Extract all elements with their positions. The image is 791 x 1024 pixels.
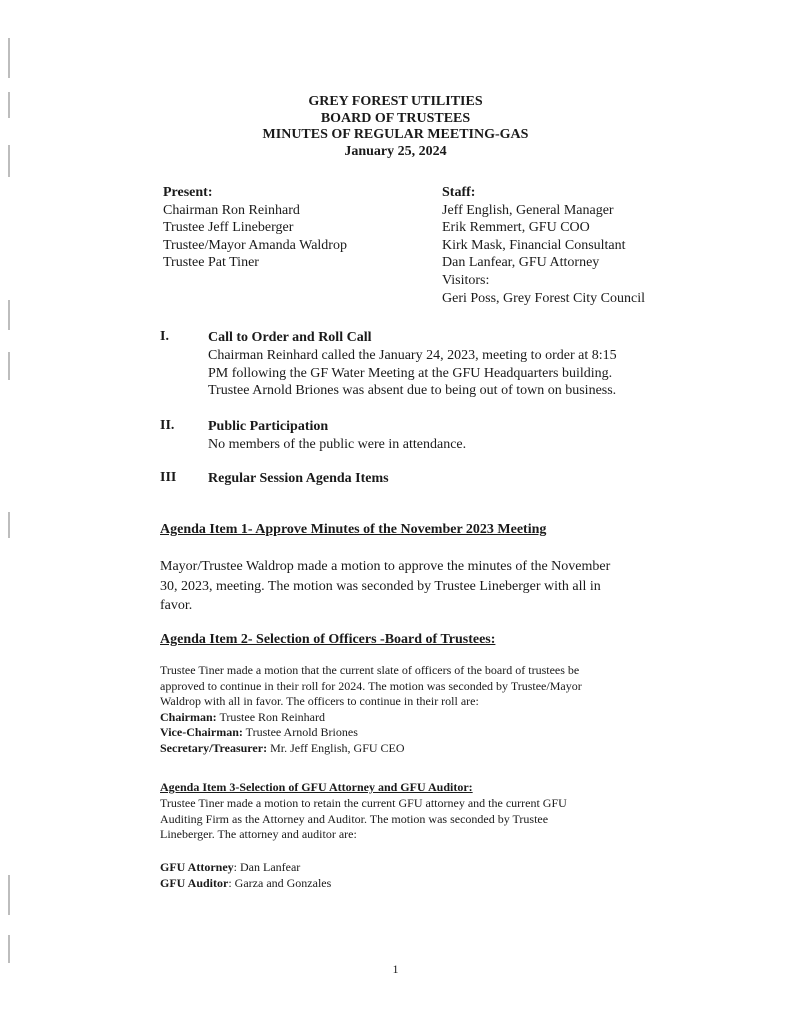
paragraph-line: 30, 2023, meeting. The motion was seconded by Trustee Lineberger with all in <box>160 578 601 594</box>
section-title: Regular Session Agenda Items <box>208 471 389 486</box>
document-title: MINUTES OF REGULAR MEETING-GAS <box>262 127 529 142</box>
scan-edge-mark <box>8 352 10 380</box>
officer-secretary-treasurer: Secretary/Treasurer: Mr. Jeff English, GFU CEO <box>160 740 405 755</box>
section-public-participation <box>208 418 678 454</box>
section-number: III <box>160 470 177 485</box>
present-member: Trustee Pat Tiner <box>163 255 259 271</box>
officer-chairman: Chairman: Trustee Ron Reinhard <box>160 709 326 724</box>
officer-vice-chairman: Vice-Chairman: Trustee Arnold Briones <box>160 725 358 740</box>
present-list <box>163 184 347 272</box>
section-call-to-order <box>208 329 678 400</box>
paragraph-line: Trustee Tiner made a motion to retain the current GFU attorney and the current GFU <box>160 796 567 810</box>
staff-member: Erik Remmert, GFU COO <box>442 220 590 236</box>
agenda-item-2-heading: Agenda Item 2- Selection of Officers -Board of Trustees: <box>160 632 496 647</box>
section-line: Chairman Reinhard called the January 24, 2023, meeting to order at 8:15 <box>208 347 617 363</box>
scan-edge-mark <box>8 935 10 963</box>
scan-edge-mark <box>8 300 10 330</box>
agenda-item-3-text <box>160 796 670 843</box>
page-number: 1 <box>392 962 399 976</box>
paragraph-line: Auditing Firm as the Attorney and Auditor. The motion was seconded by Trustee <box>160 811 549 826</box>
section-line: PM following the GF Water Meeting at the GFU Headquarters building. <box>208 365 613 381</box>
paragraph-line: approved to continue in their roll for 2024. The motion was seconded by Trustee/Mayor <box>160 678 582 693</box>
paragraph-line: Lineberger. The attorney and auditor are: <box>160 827 357 842</box>
present-member: Trustee Jeff Lineberger <box>163 220 294 236</box>
visitors-heading: Visitors: <box>442 272 490 288</box>
scan-edge-mark <box>8 875 10 915</box>
staff-list <box>442 184 645 307</box>
scan-edge-mark <box>8 38 10 78</box>
staff-heading: Staff: <box>442 185 476 200</box>
section-agenda-items <box>208 470 678 488</box>
staff-member: Dan Lanfear, GFU Attorney <box>442 255 600 271</box>
appointee-attorney: GFU Attorney: Dan Lanfear <box>160 860 301 874</box>
section-title: Public Participation <box>208 419 329 434</box>
visitor: Geri Poss, Grey Forest City Council <box>442 290 645 306</box>
paragraph-line: Mayor/Trustee Waldrop made a motion to approve the minutes of the November <box>160 559 611 574</box>
section-line: No members of the public were in attendance. <box>208 436 467 452</box>
scan-edge-mark <box>8 512 10 538</box>
agenda-item-1-text <box>160 557 640 616</box>
board-name: BOARD OF TRUSTEES <box>320 110 471 126</box>
appointee-auditor: GFU Auditor: Garza and Gonzales <box>160 875 332 890</box>
meeting-date: January 25, 2024 <box>344 143 447 159</box>
staff-member: Kirk Mask, Financial Consultant <box>442 237 626 253</box>
document-header <box>0 94 791 160</box>
section-title: Call to Order and Roll Call <box>208 330 372 345</box>
paragraph-line: Trustee Tiner made a motion that the current slate of officers of the board of trustees be <box>160 663 580 677</box>
paragraph-line: Waldrop with all in favor. The officers to continue in their roll are: <box>160 694 479 709</box>
agenda-item-1-heading: Agenda Item 1- Approve Minutes of the November 2023 Meeting <box>160 522 547 537</box>
agenda-item-2-text <box>160 663 670 757</box>
section-number: II. <box>160 418 175 433</box>
agenda-item-3-heading: Agenda Item 3-Selection of GFU Attorney and GFU Auditor: <box>160 780 473 794</box>
org-name: GREY FOREST UTILITIES <box>308 94 483 109</box>
section-line: Trustee Arnold Briones was absent due to being out of town on business. <box>208 383 617 399</box>
present-member: Chairman Ron Reinhard <box>163 202 300 218</box>
staff-member: Jeff English, General Manager <box>442 202 614 218</box>
paragraph-line: favor. <box>160 598 193 613</box>
present-member: Trustee/Mayor Amanda Waldrop <box>163 237 347 253</box>
section-number: I. <box>160 329 169 344</box>
appointees-list <box>160 860 670 891</box>
present-heading: Present: <box>163 185 213 200</box>
